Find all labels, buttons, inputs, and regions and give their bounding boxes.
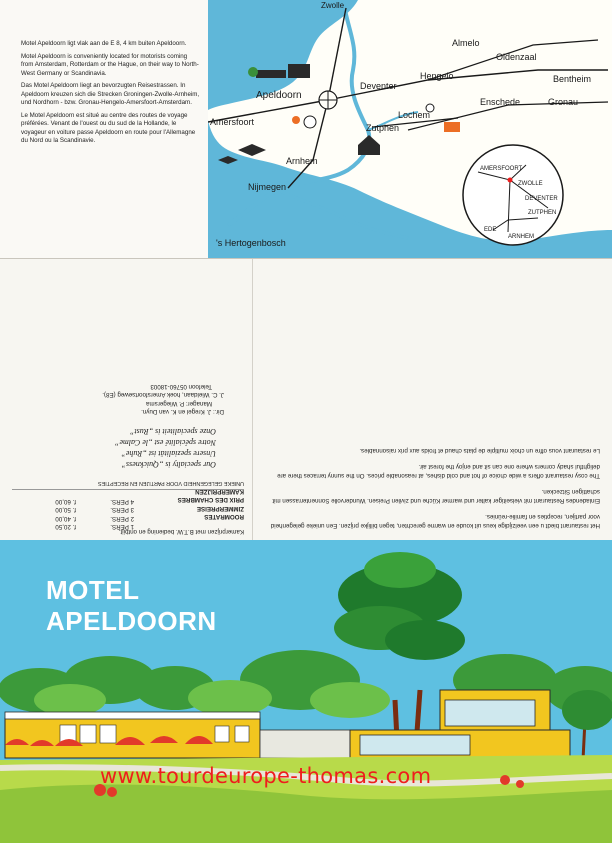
- intro-german: Das Motel Apeldoorn liegt an bevorzugten Reisestrassen. In Apeldoorn kreuzen sich die Strecken Groningen-Zwolle-Arnheim, und Nordhorn - bzw. Gronau-Hengelo-Amersfoort-Amsterdam.: [21, 82, 200, 107]
- route-map: [208, 0, 612, 258]
- room-rates-section: [12, 263, 244, 535]
- city-bentheim: Bentheim: [553, 74, 592, 84]
- rate-price: f. 60,00: [55, 497, 76, 505]
- cover-panel: [0, 540, 612, 843]
- cover-title-line2: APELDOORN: [46, 606, 217, 636]
- cover-title-line1: MOTEL: [46, 575, 140, 605]
- inset-ede: EDE: [484, 227, 497, 233]
- city-hertogenbosch: 's Hertogenbosch: [216, 238, 286, 248]
- desc-english: The cosy restaurant offers a wide choice of hot and cold dishes, at reasonable prices. On the sunny terraces there are delightful shady corners where one can sit and enjoy the forest air.: [277, 463, 600, 479]
- manager: Manager: P. Wiegersma: [146, 399, 212, 407]
- city-hengelo: Hengelo: [420, 71, 454, 81]
- rate-persons: 1 PERS.: [110, 523, 134, 531]
- city-nijmegen: Nijmegen: [248, 182, 287, 192]
- desc-french: Le restaurant vous offre un choix multiple de plats chaud et froids aux prix raisonnables.: [359, 446, 600, 454]
- rate-persons: 3 PERS.: [110, 506, 134, 514]
- city-zwolle: Zwolle: [321, 1, 345, 10]
- website-watermark: www.tourdeurope-thomas.com: [100, 764, 432, 788]
- map-illustration: [208, 0, 612, 258]
- rates-heading-de: ZIMMERPREISE: [196, 504, 244, 512]
- specialty-fr: Notre spécialité est „le Calme”: [114, 438, 216, 448]
- city-almelo: Almelo: [452, 38, 480, 48]
- inset-zutphen: ZUTPHEN: [528, 210, 557, 216]
- unique-occasion: UNIEKE GELEGENHEID VOOR PARTIJEN EN RECEPTIES: [12, 479, 244, 490]
- rates-heading-nl: KAMERPRIJZEN: [195, 487, 244, 495]
- rate-persons: 4 PERS.: [110, 497, 134, 505]
- city-arnhem: Arnhem: [286, 156, 318, 166]
- cover-title: [46, 575, 217, 637]
- inset-arnhem: ARNHEM: [508, 234, 535, 240]
- city-lochem: Lochem: [398, 110, 431, 120]
- specialty-en: Our specialty is „Quickness”: [121, 459, 216, 469]
- city-gronau: Gronau: [548, 97, 579, 107]
- city-apeldoorn: Apeldoorn: [256, 90, 302, 101]
- restaurant-description: [262, 289, 600, 529]
- rates-note: Kamerprijzen met B.T.W. bediening en ontbijt.: [118, 528, 244, 535]
- desc-german: Einladendes Restaurant mit vielseitiger kalter und warmer Küche und zivilen Preisen. Wundervolle Sonnenterrassen mit schattigen Sitzecken.: [272, 488, 600, 504]
- inset-map: [463, 145, 563, 245]
- rate-price: f. 40,00: [55, 514, 76, 522]
- inset-amersfoort: AMERSFOORT: [480, 166, 523, 172]
- rate-row: [12, 522, 134, 531]
- city-oldenzaal: Oldenzaal: [496, 52, 537, 62]
- inner-panel: [0, 258, 612, 540]
- rate-row: [12, 505, 134, 514]
- owner-address: J. C. Wieldaan, hoek Amersfoortseweg (E8).: [102, 391, 224, 399]
- rate-price: f. 50,00: [55, 506, 76, 514]
- city-amersfoort: Amersfoort: [210, 117, 255, 127]
- specialty-nl: Onze specialiteit is „Rust”: [130, 427, 216, 437]
- fold-line: [252, 259, 253, 541]
- intro-panel: [0, 0, 208, 258]
- specialty-de: Unsere spezialität ist „Ruhe”: [121, 448, 216, 458]
- rates-heading-en: ROOMRATES: [204, 513, 244, 521]
- inset-deventer: DEVENTER: [525, 196, 558, 202]
- city-deventer: Deventer: [360, 81, 397, 91]
- rate-persons: 2 PERS.: [110, 514, 134, 522]
- rate-row: [12, 513, 134, 522]
- rate-price: f. 20,50: [55, 523, 76, 531]
- city-enschede: Enschede: [480, 97, 521, 107]
- city-zutphen: Zutphen: [366, 123, 400, 133]
- inset-zwolle: ZWOLLE: [518, 181, 543, 187]
- intro-french: Le Motel Apeldoorn est situé au centre des routes de voyage préférées. Venant de l'ouest ou du sud de la Hollande, le voyageur en voiture passe Apeldoorn en route pour l'Allemagne du Nord ou la Scandinavie.: [21, 111, 196, 145]
- telephone: Telefoon 05760-18003: [150, 382, 212, 390]
- rates-heading-fr: PRIX DES CHAMBRES: [177, 496, 244, 504]
- rate-row: [12, 496, 134, 505]
- desc-dutch: Het restaurant biedt u een veelzijdige keus uit koude en warme gerechten, tegen billijke prijzen. Een unieke gelegenheid voor partijen, recepties en familie-reünies.: [270, 513, 600, 529]
- intro-english: Motel Apeldoorn is conveniently located for motorists coming from Amsterdam, Rotterdam or the Hague, on their way to North-West Germany or Scandinavia.: [21, 52, 199, 77]
- directors: Dir.: J. Kregel en K. van Duyn.: [141, 408, 224, 416]
- intro-dutch: Motel Apeldoorn ligt vlak aan de E 8, 4 km buiten Apeldoorn.: [21, 40, 187, 47]
